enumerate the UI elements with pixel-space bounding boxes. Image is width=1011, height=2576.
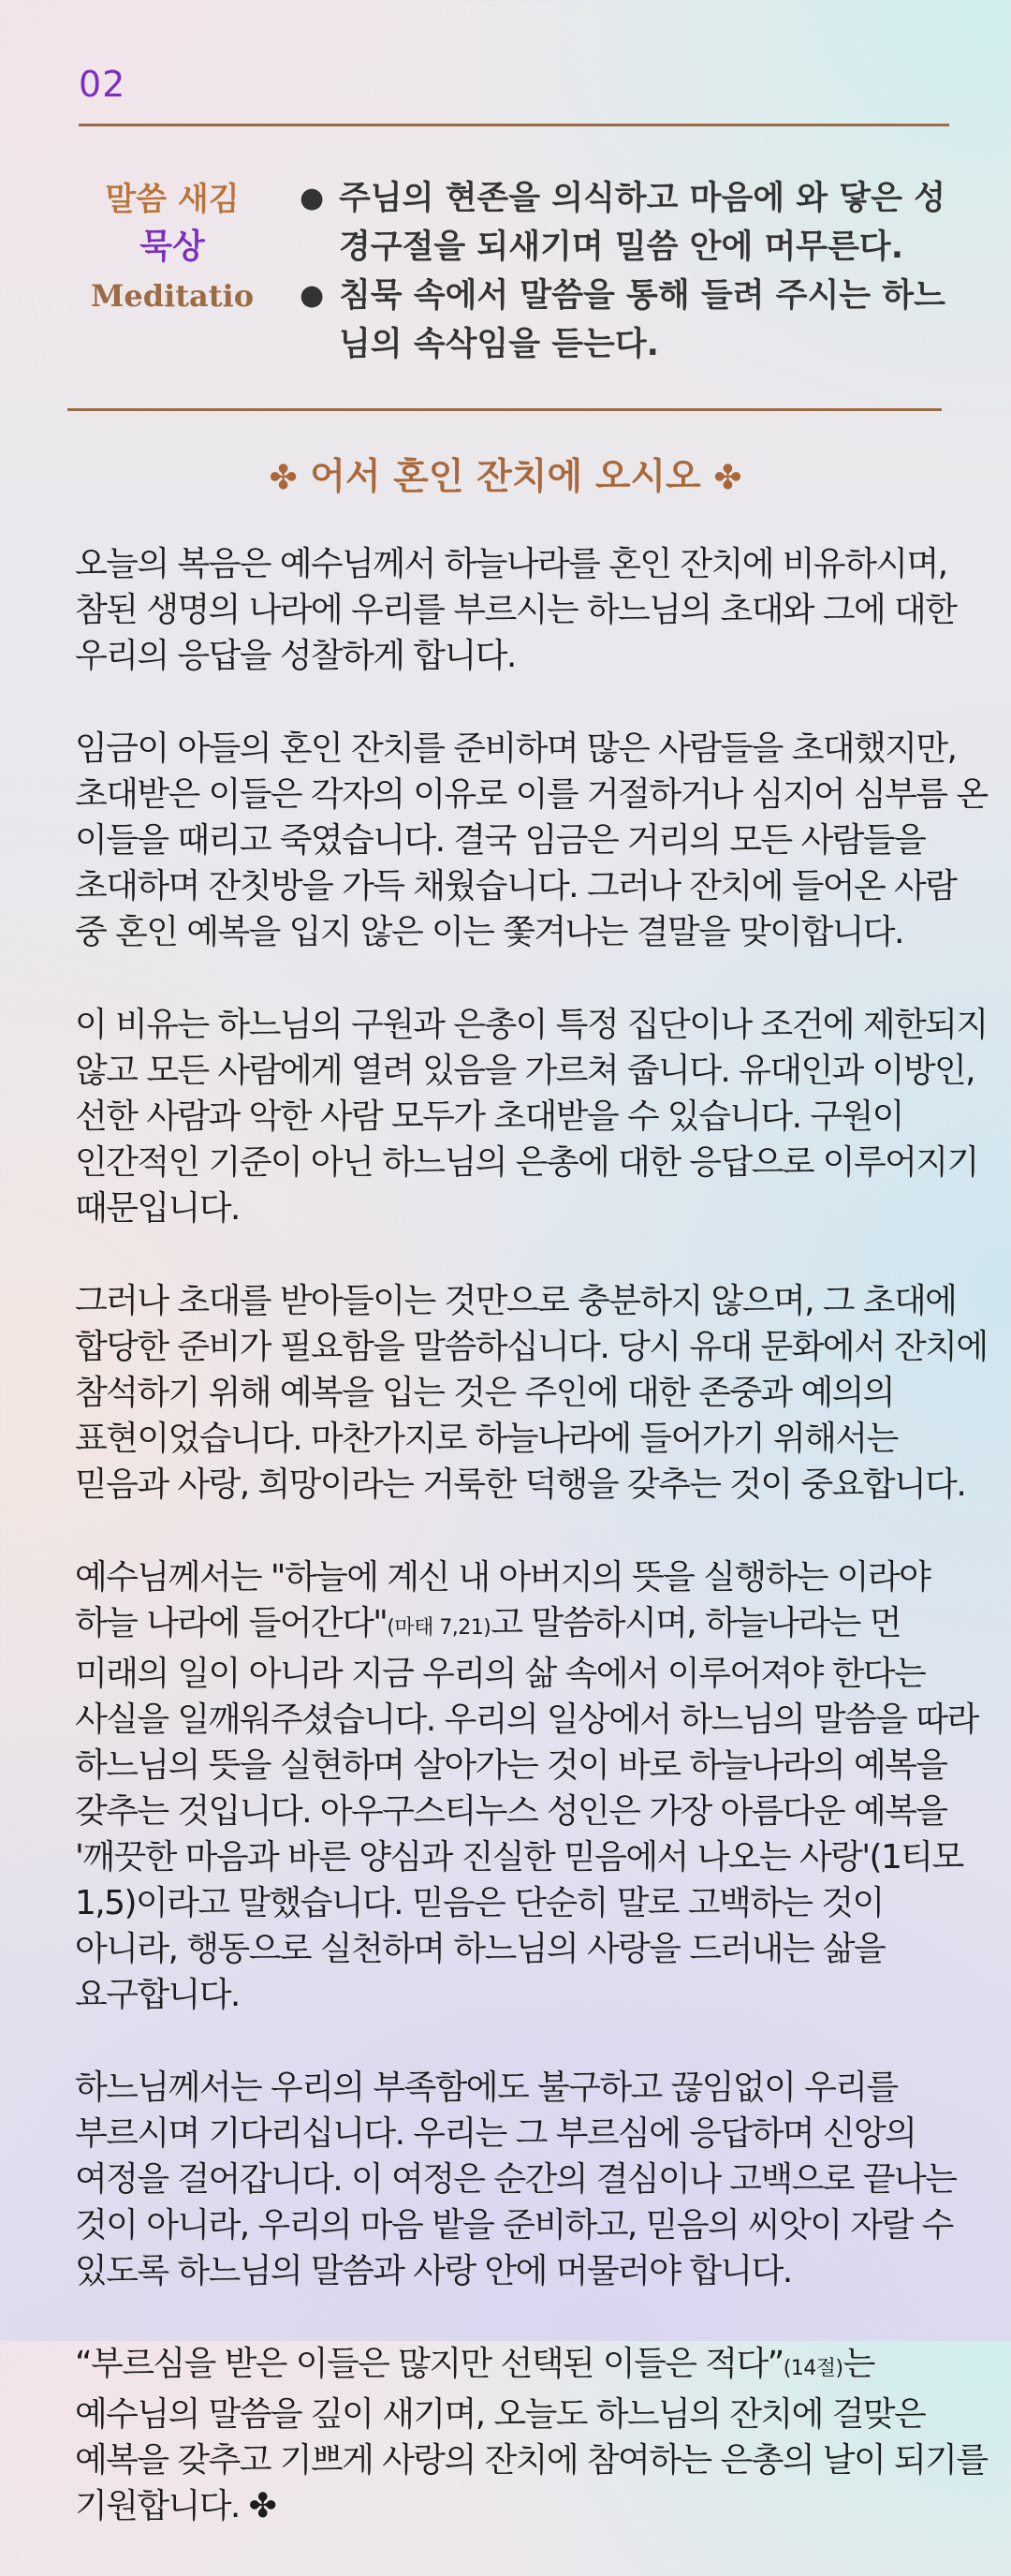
clover-ornament-icon: ✤ [269,459,298,497]
top-divider [79,124,949,126]
paragraph: 임금이 아들의 혼인 잔치를 준비하며 많은 사람들을 초대했지만, 초대받은 이들은 각자의 이유로 이를 거절하거나 심지어 심부름 온 이들을 때리고 죽였습니다. 결국 임금은 거리의 모든 사람들을 초대하며 잔칫방을 가득 채웠습니다. 그러나 잔치에 들어온 사람 중 혼인 예복을 입지 않은 이는 쫓겨나는 결말을 맞이합니다. [75,729,988,951]
paragraph: 이 비유는 하느님의 구원과 은총이 특정 집단이나 조건에 제한되지 않고 모든 사람에게 열려 있음을 가르쳐 줍니다. 유대인과 이방인, 선한 사람과 악한 사람 모두가 초대받을 수 있습니다. 구원이 인간적인 기준이 아닌 하느님의 은총에 대한 응답으로 이루어지기 때문입니다. [75,1006,988,1228]
paragraph-text: 는 예수님의 말씀을 깊이 새기며, 오늘도 하느님의 잔치에 걸맞은 예복을 갖추고 기쁘게 사랑의 잔치에 참여하는 은총의 날이 되기를 기원합니다. [75,2345,988,2525]
paragraph [75,1554,992,2018]
paragraph: 하느님께서는 우리의 부족함에도 불구하고 끊임없이 우리를 부르시며 기다리십니다. 우리는 그 부르심에 응답하며 신앙의 여정을 걸어갑니다. 이 여정은 순간의 결심이나 고백으로 끝나는 것이 아니라, 우리의 마음 밭을 준비하고, 믿음의 씨앗이 자랄 수 있도록 하느님의 말씀과 사랑 안에 머물러야 합니다. [75,2068,957,2290]
paragraph [75,2341,992,2529]
meditation-instructions [300,174,955,369]
section-label-meditation: 묵상 [139,228,205,266]
section-label-latin: Meditatio [90,278,255,314]
reflection-body [75,541,992,2576]
bullet-icon: ● [300,279,325,312]
paragraph: 그러나 초대를 받아들이는 것만으로 충분하지 않으며, 그 초대에 합당한 준비가 필요함을 말씀하십니다. 당시 유대 문화에서 잔치에 참석하기 위해 예복을 입는 것은 주인에 대한 존중과 예의의 표현이었습니다. 마찬가지로 하늘나라에 들어가기 위해서는 믿음과 사랑, 희망이라는 거룩한 덕행을 갖추는 것이 중요합니다. [75,1282,988,1504]
section-label-korean: 말씀 새김 [105,181,240,218]
bullet-icon: ● [300,182,325,214]
paragraph-text: 예수님께서는 "하늘에 계신 내 아버지의 뜻을 실행하는 이라야 하늘 나라에 들어간다" [75,1558,930,1642]
section-label [79,176,266,320]
section-divider [67,408,942,411]
paragraph-text: 고 말씀하시며, 하늘나라는 먼 미래의 일이 아니라 지금 우리의 삶 속에서 이루어져야 한다는 사실을 일깨워주셨습니다. 우리의 일상에서 하느님의 말씀을 따라 하느님의 뜻을 실현하며 살아가는 것이 바로 하늘나라의 예복을 갖추는 것입니다. 아우구스티누스 성인은 가장 아름다운 예복을 '깨끗한 마음과 바른 양심과 진실한 믿음에서 나오는 사랑'(1티모 1,5)이라고 말했습니다. 믿음은 단순히 말로 고백하는 것이 아니라, 행동으로 실천하며 하느님의 사랑을 드러내는 삶을 요구합니다. [75,1604,978,2014]
instruction-item [300,272,955,369]
clover-ornament-icon: ✤ [713,459,742,497]
paragraph-text: “부르심을 받은 이들은 많지만 선택된 이들은 적다” [75,2345,784,2383]
end-clover-icon: ✤ [248,2487,276,2525]
page-number: 02 [79,64,126,105]
scripture-reference: (마태 7,21) [387,1616,491,1640]
instruction-text: 침묵 속에서 말씀을 통해 들려 주시는 하느님의 속삭임을 듣는다. [339,277,945,363]
paragraph: 오늘의 복음은 예수님께서 하늘나라를 혼인 잔치에 비유하시며, 참된 생명의 나라에 우리를 부르시는 하느님의 초대와 그에 대한 우리의 응답을 성찰하게 합니다. [75,545,957,675]
instruction-item [300,174,955,272]
scripture-reference: (14절) [783,2357,843,2380]
reflection-title [0,448,1011,500]
reflection-title-text: 어서 혼인 잔치에 오시오 [310,456,701,498]
instruction-text: 주님의 현존을 의식하고 마음에 와 닿은 성경구절을 되새기며 밀씀 안에 머무른다. [339,180,945,266]
